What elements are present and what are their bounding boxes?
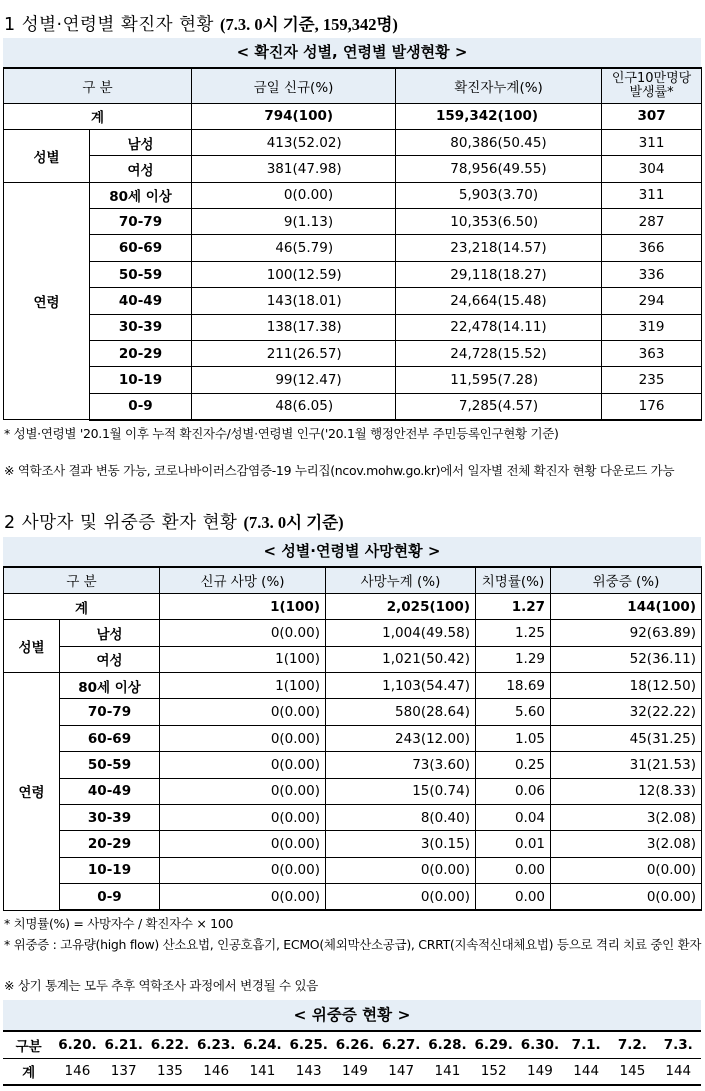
new-death: 0(0.00) xyxy=(160,725,326,751)
new-death: 1(100) xyxy=(160,673,326,699)
row-label: 0-9 xyxy=(90,393,192,419)
cum-pct: (50.45) xyxy=(498,129,602,155)
cum-pct: (15.48) xyxy=(498,288,602,314)
section2-number: 2 xyxy=(4,513,16,533)
table-row xyxy=(4,884,702,910)
severe: 18(12.50) xyxy=(551,673,702,699)
date-cell: 6.25. xyxy=(286,1031,332,1058)
row-label: 70-79 xyxy=(90,209,192,235)
value-cell: 145 xyxy=(609,1058,655,1085)
total-new: 794 xyxy=(192,103,293,129)
severe: 92(63.89) xyxy=(551,620,702,646)
severe: 52(36.11) xyxy=(551,646,702,672)
cum-death: 3(0.15) xyxy=(326,831,476,857)
severe: 12(8.33) xyxy=(551,778,702,804)
fatality: 0.04 xyxy=(476,805,551,831)
cum-count: 80,386 xyxy=(396,129,498,155)
cum-death: 0(0.00) xyxy=(326,857,476,883)
table-row xyxy=(4,288,702,314)
table-row xyxy=(4,725,702,751)
value-cell: 146 xyxy=(54,1058,100,1085)
total-row xyxy=(4,103,702,129)
fatality: 5.60 xyxy=(476,699,551,725)
fatality: 1.25 xyxy=(476,620,551,646)
fatality: 0.00 xyxy=(476,884,551,910)
total-label: 계 xyxy=(4,593,160,619)
row-label: 30-39 xyxy=(60,805,160,831)
header-new-death: 신규 사망 (%) xyxy=(160,567,326,593)
table-row xyxy=(4,620,702,646)
new-death: 1(100) xyxy=(160,646,326,672)
row-label: 80세 이상 xyxy=(90,182,192,208)
table-row xyxy=(4,646,702,672)
section1-number: 1 xyxy=(4,15,16,35)
new-death: 0(0.00) xyxy=(160,778,326,804)
value-cell: 149 xyxy=(517,1058,563,1085)
rate: 366 xyxy=(602,235,702,261)
value-cell: 144 xyxy=(563,1058,609,1085)
new-pct: (52.02) xyxy=(293,129,396,155)
cum-death: 1,004(49.58) xyxy=(326,620,476,646)
section1-note2: ※ 역학조사 결과 변동 가능, 코로나바이러스감염증-19 누리집(ncov.mohw.go.kr)에서 일자별 전체 확진자 현황 다운로드 가능 xyxy=(4,463,675,478)
total-cum: 159,342 xyxy=(396,103,498,129)
new-count: 211 xyxy=(192,341,293,367)
new-pct: (26.57) xyxy=(293,341,396,367)
rate: 287 xyxy=(602,209,702,235)
header-label: 구분 xyxy=(3,1031,54,1058)
table2-title: < 성별·연령별 사망현황 > xyxy=(3,537,701,566)
death-table xyxy=(3,566,702,911)
row-label: 남성 xyxy=(90,129,192,155)
rate: 294 xyxy=(602,288,702,314)
dates-row xyxy=(3,1031,701,1058)
cum-pct: (4.57) xyxy=(498,393,602,419)
new-count: 48 xyxy=(192,393,293,419)
header-category: 구 분 xyxy=(4,68,192,103)
row-label: 60-69 xyxy=(90,235,192,261)
new-death: 0(0.00) xyxy=(160,805,326,831)
cum-pct: (14.11) xyxy=(498,314,602,340)
values-row xyxy=(3,1058,701,1085)
rate: 311 xyxy=(602,129,702,155)
date-cell: 6.23. xyxy=(193,1031,239,1058)
new-pct: (17.38) xyxy=(293,314,396,340)
total-new-death: 1(100) xyxy=(160,593,326,619)
cum-count: 23,218 xyxy=(396,235,498,261)
new-count: 0 xyxy=(192,182,293,208)
new-count: 99 xyxy=(192,367,293,393)
rate: 363 xyxy=(602,341,702,367)
table-header-row xyxy=(4,68,702,103)
table-row xyxy=(4,831,702,857)
cum-count: 29,118 xyxy=(396,261,498,287)
cum-count: 22,478 xyxy=(396,314,498,340)
cum-pct: (6.50) xyxy=(498,209,602,235)
severe: 31(21.53) xyxy=(551,752,702,778)
new-pct: (18.01) xyxy=(293,288,396,314)
value-cell: 137 xyxy=(101,1058,147,1085)
fatality: 18.69 xyxy=(476,673,551,699)
age-group-label: 연령 xyxy=(4,673,60,911)
new-count: 100 xyxy=(192,261,293,287)
new-count: 46 xyxy=(192,235,293,261)
row-label: 80세 이상 xyxy=(60,673,160,699)
new-count: 9 xyxy=(192,209,293,235)
new-death: 0(0.00) xyxy=(160,884,326,910)
value-cell: 141 xyxy=(239,1058,285,1085)
cum-count: 5,903 xyxy=(396,182,498,208)
cum-count: 24,728 xyxy=(396,341,498,367)
new-count: 413 xyxy=(192,129,293,155)
cum-pct: (7.28) xyxy=(498,367,602,393)
fatality: 0.00 xyxy=(476,857,551,883)
row-label: 60-69 xyxy=(60,725,160,751)
table-row xyxy=(4,699,702,725)
total-cum-pct: (100) xyxy=(498,103,602,129)
header-rate-line1: 인구10만명당 xyxy=(611,70,692,86)
row-label: 50-59 xyxy=(90,261,192,287)
section2-note3: ※ 상기 통계는 모두 추후 역학조사 과정에서 변경될 수 있음 xyxy=(4,978,319,993)
section2-note2: * 위중증 : 고유량(high flow) 산소요법, 인공호흡기, ECMO(체외막산소공급), CRRT(지속적신대체요법) 등으로 격리 치료 중인 환자 xyxy=(4,937,702,952)
row-label: 계 xyxy=(3,1058,54,1085)
severe: 3(2.08) xyxy=(551,805,702,831)
cum-death: 15(0.74) xyxy=(326,778,476,804)
header-cum-death: 사망누계 (%) xyxy=(326,567,476,593)
header-fatality: 치명률(%) xyxy=(476,567,551,593)
row-label: 10-19 xyxy=(60,857,160,883)
header-cumulative: 확진자누계(%) xyxy=(396,68,602,103)
section2-title: 사망자 및 위중증 환자 현황 xyxy=(21,513,238,533)
cum-pct: (18.27) xyxy=(498,261,602,287)
row-label: 여성 xyxy=(60,646,160,672)
fatality: 0.25 xyxy=(476,752,551,778)
new-death: 0(0.00) xyxy=(160,620,326,646)
sex-group-label: 성별 xyxy=(4,129,90,182)
section2-heading xyxy=(4,509,344,534)
cum-death: 8(0.40) xyxy=(326,805,476,831)
total-row xyxy=(4,593,702,619)
date-cell: 6.24. xyxy=(239,1031,285,1058)
value-cell: 152 xyxy=(471,1058,517,1085)
row-label: 70-79 xyxy=(60,699,160,725)
new-pct: (6.05) xyxy=(293,393,396,419)
table-row xyxy=(4,367,702,393)
row-label: 여성 xyxy=(90,156,192,182)
table-row xyxy=(4,209,702,235)
table-row xyxy=(4,778,702,804)
table-row xyxy=(4,341,702,367)
new-count: 143 xyxy=(192,288,293,314)
row-label: 남성 xyxy=(60,620,160,646)
date-cell: 6.21. xyxy=(101,1031,147,1058)
date-cell: 6.28. xyxy=(424,1031,470,1058)
value-cell: 144 xyxy=(656,1058,701,1085)
fatality: 0.06 xyxy=(476,778,551,804)
value-cell: 141 xyxy=(424,1058,470,1085)
cum-count: 24,664 xyxy=(396,288,498,314)
row-label: 20-29 xyxy=(90,341,192,367)
new-death: 0(0.00) xyxy=(160,857,326,883)
new-count: 138 xyxy=(192,314,293,340)
severe: 0(0.00) xyxy=(551,884,702,910)
rate: 336 xyxy=(602,261,702,287)
fatality: 1.29 xyxy=(476,646,551,672)
date-cell: 7.1. xyxy=(563,1031,609,1058)
date-cell: 7.2. xyxy=(609,1031,655,1058)
new-pct: (12.59) xyxy=(293,261,396,287)
value-cell: 143 xyxy=(286,1058,332,1085)
fatality: 1.05 xyxy=(476,725,551,751)
value-cell: 146 xyxy=(193,1058,239,1085)
severe: 45(31.25) xyxy=(551,725,702,751)
table-row xyxy=(4,752,702,778)
value-cell: 149 xyxy=(332,1058,378,1085)
total-cum-death: 2,025(100) xyxy=(326,593,476,619)
total-label: 계 xyxy=(4,103,192,129)
date-cell: 6.30. xyxy=(517,1031,563,1058)
section2-note1: * 치명률(%) = 사망자수 / 확진자수 × 100 xyxy=(4,916,234,931)
cum-count: 7,285 xyxy=(396,393,498,419)
cum-pct: (49.55) xyxy=(498,156,602,182)
severe: 0(0.00) xyxy=(551,857,702,883)
table-row xyxy=(4,673,702,699)
confirmed-table xyxy=(3,67,702,421)
section1-subtitle: (7.3. 0시 기준, 159,342명) xyxy=(220,15,398,34)
header-new: 금일 신규(%) xyxy=(192,68,396,103)
severe: 3(2.08) xyxy=(551,831,702,857)
age-group-label: 연령 xyxy=(4,182,90,420)
cum-death: 1,021(50.42) xyxy=(326,646,476,672)
cum-death: 243(12.00) xyxy=(326,725,476,751)
section1-note1: * 성별·연령별 '20.1월 이후 누적 확진자수/성별·연령별 인구('20.1월 행정안전부 주민등록인구현황 기준) xyxy=(4,426,559,441)
rate: 176 xyxy=(602,393,702,419)
value-cell: 135 xyxy=(147,1058,193,1085)
cum-death: 580(28.64) xyxy=(326,699,476,725)
cum-death: 0(0.00) xyxy=(326,884,476,910)
cum-count: 11,595 xyxy=(396,367,498,393)
table-row xyxy=(4,156,702,182)
header-severe: 위중증 (%) xyxy=(551,567,702,593)
header-category: 구 분 xyxy=(4,567,160,593)
rate: 235 xyxy=(602,367,702,393)
fatality: 0.01 xyxy=(476,831,551,857)
section1-heading xyxy=(4,11,398,36)
new-pct: (5.79) xyxy=(293,235,396,261)
new-pct: (0.00) xyxy=(293,182,396,208)
table-row xyxy=(4,857,702,883)
new-pct: (1.13) xyxy=(293,209,396,235)
row-label: 50-59 xyxy=(60,752,160,778)
table1-title: < 확진자 성별, 연령별 발생현황 > xyxy=(3,38,701,67)
table-row xyxy=(4,314,702,340)
row-label: 20-29 xyxy=(60,831,160,857)
sex-group-label: 성별 xyxy=(4,620,60,673)
row-label: 30-39 xyxy=(90,314,192,340)
row-label: 40-49 xyxy=(60,778,160,804)
date-cell: 6.27. xyxy=(378,1031,424,1058)
table3-title: < 위중증 현황 > xyxy=(3,1000,701,1030)
table-row xyxy=(4,393,702,419)
header-rate xyxy=(602,68,702,103)
cum-count: 10,353 xyxy=(396,209,498,235)
row-label: 40-49 xyxy=(90,288,192,314)
new-death: 0(0.00) xyxy=(160,831,326,857)
severe-status-table xyxy=(3,1030,701,1086)
table-row xyxy=(4,182,702,208)
value-cell: 147 xyxy=(378,1058,424,1085)
header-rate-line2: 발생률* xyxy=(629,84,674,100)
total-rate: 307 xyxy=(602,103,702,129)
table-row xyxy=(4,129,702,155)
total-fatality: 1.27 xyxy=(476,593,551,619)
date-cell: 6.29. xyxy=(471,1031,517,1058)
rate: 304 xyxy=(602,156,702,182)
date-cell: 7.3. xyxy=(656,1031,701,1058)
severe: 32(22.22) xyxy=(551,699,702,725)
table-row xyxy=(4,235,702,261)
cum-pct: (3.70) xyxy=(498,182,602,208)
row-label: 10-19 xyxy=(90,367,192,393)
rate: 311 xyxy=(602,182,702,208)
row-label: 0-9 xyxy=(60,884,160,910)
new-death: 0(0.00) xyxy=(160,699,326,725)
total-severe: 144(100) xyxy=(551,593,702,619)
date-cell: 6.20. xyxy=(54,1031,100,1058)
table-header-row xyxy=(4,567,702,593)
table-row xyxy=(4,805,702,831)
new-pct: (12.47) xyxy=(293,367,396,393)
total-new-pct: (100) xyxy=(293,103,396,129)
cum-death: 1,103(54.47) xyxy=(326,673,476,699)
cum-pct: (14.57) xyxy=(498,235,602,261)
section1-title: 성별·연령별 확진자 현황 xyxy=(21,15,214,35)
rate: 319 xyxy=(602,314,702,340)
cum-count: 78,956 xyxy=(396,156,498,182)
new-death: 0(0.00) xyxy=(160,752,326,778)
cum-death: 73(3.60) xyxy=(326,752,476,778)
section2-subtitle: (7.3. 0시 기준) xyxy=(243,513,344,532)
new-pct: (47.98) xyxy=(293,156,396,182)
date-cell: 6.26. xyxy=(332,1031,378,1058)
table-row xyxy=(4,261,702,287)
new-count: 381 xyxy=(192,156,293,182)
cum-pct: (15.52) xyxy=(498,341,602,367)
date-cell: 6.22. xyxy=(147,1031,193,1058)
